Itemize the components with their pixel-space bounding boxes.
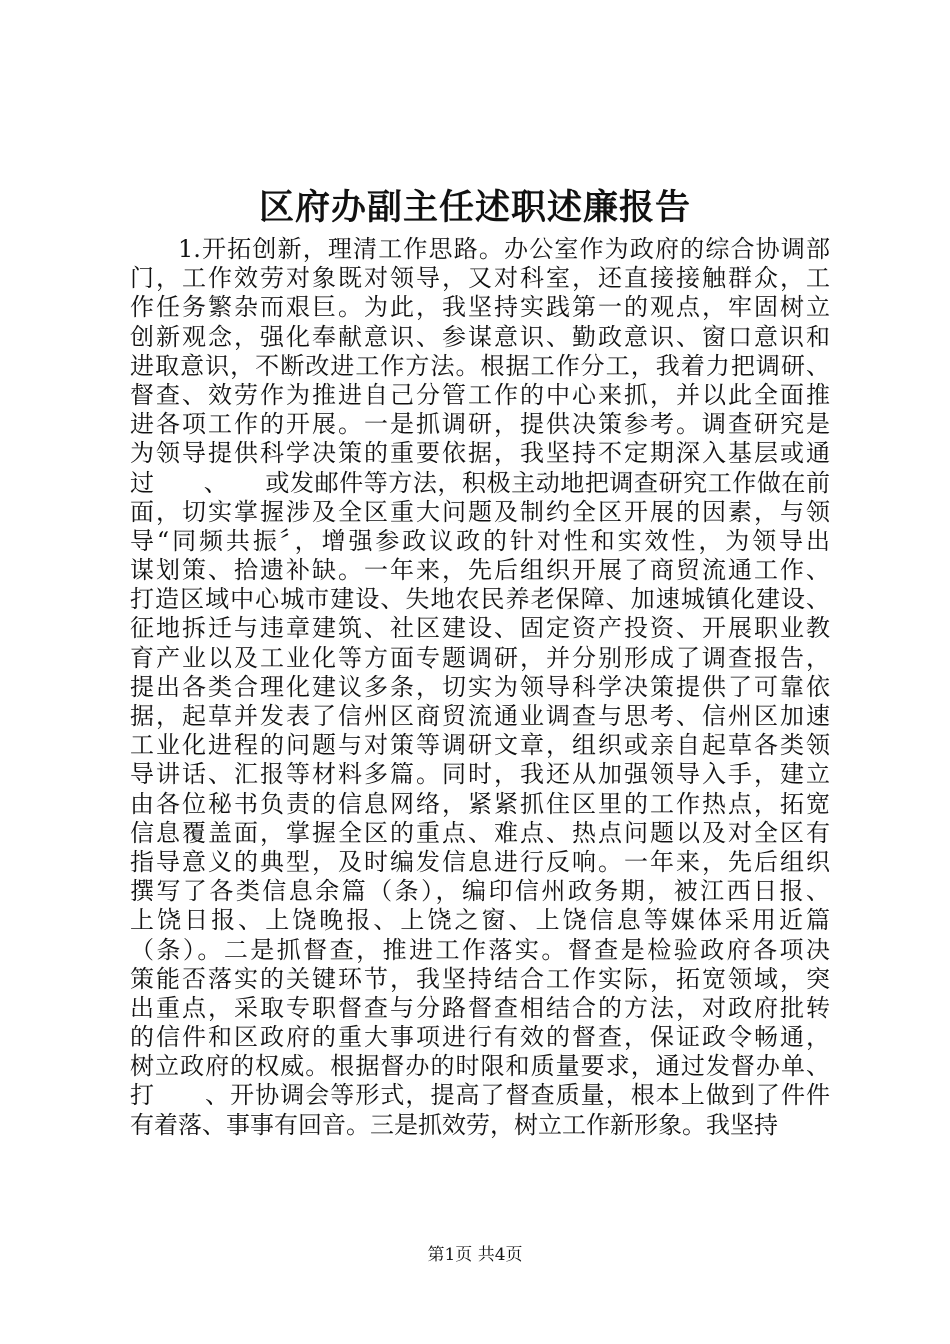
body-line: 提出各类合理化建议多条，切实为领导科学决策提供了可靠依 bbox=[130, 672, 830, 701]
body-line: 进取意识，不断改进工作方法。根据工作分工，我着力把调研、 bbox=[130, 351, 830, 380]
body-line: 谋划策、拾遗补缺。一年来，先后组织开展了商贸流通工作、 bbox=[130, 556, 830, 585]
body-line: 据，起草并发表了信州区商贸流通业调查与思考、信州区加速 bbox=[130, 702, 830, 730]
body-line: 进各项工作的开展。一是抓调研，提供决策参考。调查研究是 bbox=[130, 410, 830, 439]
body-line: 面，切实掌握涉及全区重大问题及制约全区开展的因素，与领 bbox=[130, 497, 830, 526]
document-title: 区府办副主任述职述廉报告 bbox=[258, 187, 691, 228]
body-line: 过 、 或发邮件等方法，积极主动地把调查研究工作做在前 bbox=[130, 468, 830, 497]
body-line: 为领导提供科学决策的重要依据，我坚持不定期深入基层或通 bbox=[130, 439, 830, 468]
body-line: 打 、开协调会等形式，提高了督查质量，根本上做到了件件 bbox=[130, 1081, 830, 1110]
body-line: 导讲话、汇报等材料多篇。同时，我还从加强领导入手，建立 bbox=[130, 760, 830, 789]
body-line: 策能否落实的关键环节，我坚持结合工作实际，拓宽领域，突 bbox=[130, 964, 830, 993]
body-line: 出重点，采取专职督查与分路督查相结合的方法，对政府批转 bbox=[130, 993, 830, 1022]
body-line: 1.开拓创新，理清工作思路。办公室作为政府的综合协调部 bbox=[178, 235, 830, 263]
body-line: 撰写了各类信息余篇（条），编印信州政务期，被江西日报、 bbox=[130, 877, 830, 906]
body-line: 门，工作效劳对象既对领导，又对科室，还直接接触群众，工 bbox=[130, 264, 830, 293]
body-line: 信息覆盖面，掌握全区的重点、难点、热点问题以及对全区有 bbox=[130, 818, 830, 847]
body-line: 导“同频共振〞，增强参政议政的针对性和实效性，为领导出 bbox=[130, 526, 830, 555]
body-line: 育产业以及工业化等方面专题调研，并分别形成了调查报告， bbox=[130, 643, 830, 672]
page-number-footer: 第1页 共4页 bbox=[427, 1245, 523, 1265]
body-line: 指导意义的典型，及时编发信息进行反响。一年来，先后组织 bbox=[130, 847, 830, 876]
body-line: （条）。二是抓督查，推进工作落实。督查是检验政府各项决 bbox=[130, 935, 830, 964]
document-body bbox=[130, 235, 830, 1140]
body-line: 征地拆迁与违章建筑、社区建设、固定资产投资、开展职业教 bbox=[130, 614, 830, 643]
body-line: 打造区域中心城市建设、失地农民养老保障、加速城镇化建设、 bbox=[130, 585, 830, 614]
body-line: 督查、效劳作为推进自己分管工作的中心来抓，并以此全面推 bbox=[130, 380, 830, 409]
body-line: 树立政府的权威。根据督办的时限和质量要求，通过发督办单、 bbox=[130, 1052, 830, 1081]
body-line: 作任务繁杂而艰巨。为此，我坚持实践第一的观点，牢固树立 bbox=[130, 293, 830, 322]
body-line: 由各位秘书负责的信息网络，紧紧抓住区里的工作热点，拓宽 bbox=[130, 789, 830, 818]
body-line: 有着落、事事有回音。三是抓效劳，树立工作新形象。我坚持 bbox=[130, 1110, 778, 1139]
body-line: 的信件和区政府的重大事项进行有效的督查，保证政令畅通， bbox=[130, 1023, 830, 1052]
body-line: 上饶日报、上饶晚报、上饶之窗、上饶信息等媒体采用近篇 bbox=[130, 906, 830, 935]
body-line: 工业化进程的问题与对策等调研文章，组织或亲自起草各类领 bbox=[130, 731, 830, 760]
body-line: 创新观念，强化奉献意识、参谋意识、勤政意识、窗口意识和 bbox=[130, 322, 830, 351]
